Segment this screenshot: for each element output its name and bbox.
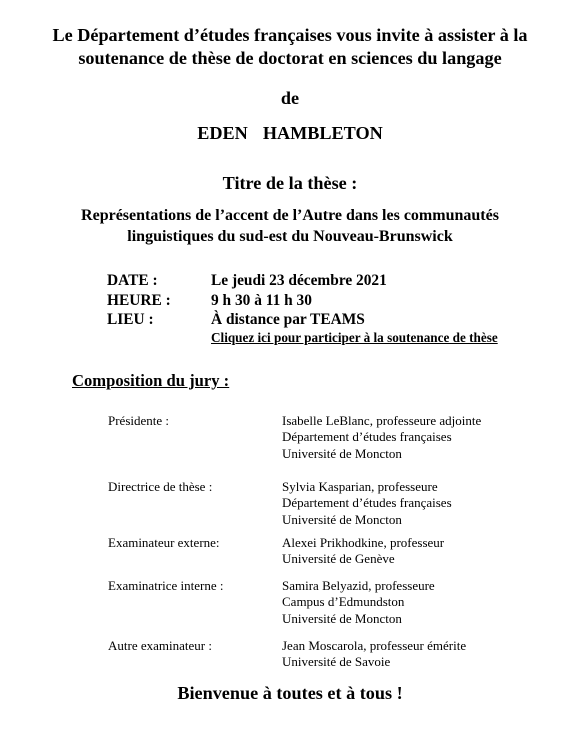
jury-role: Directrice de thèse : (108, 479, 213, 494)
jury-member (108, 638, 568, 674)
welcome-message: Bienvenue à toutes et à tous ! (177, 683, 403, 703)
jury-member (108, 413, 568, 479)
jury-heading: Composition du jury : (72, 371, 230, 390)
jury-person (282, 479, 568, 528)
jury-person (282, 413, 568, 462)
jury-role: Examinateur externe: (108, 535, 220, 550)
jury-line: Jean Moscarola, professeur émérite (282, 638, 467, 653)
thesis-title-line-1: Représentations de l’accent de l’Autre dans les communautés (81, 207, 499, 224)
jury-line: Département d’études françaises (282, 495, 452, 511)
intro-line-2: soutenance de thèse de doctorat en sciences du langage (78, 48, 502, 68)
jury-line: Université de Moncton (282, 445, 402, 461)
jury-person (282, 535, 568, 568)
date-value: Le jeudi 23 décembre 2021 (211, 272, 387, 289)
jury-line: Samira Belyazid, professeure (282, 578, 435, 593)
jury-role: Présidente : (108, 413, 170, 428)
candidate-name: EDEN HAMBLETON (197, 123, 383, 143)
jury-line: Département d’études françaises (282, 429, 452, 445)
jury-line: Université de Genève (282, 551, 395, 567)
time-label: HEURE : (107, 291, 171, 309)
jury-line: Université de Moncton (282, 511, 402, 527)
jury-list (108, 413, 568, 674)
jury-line: Campus d’Edmundston (282, 594, 405, 610)
place-label: LIEU : (107, 311, 154, 328)
jury-line: Université de Moncton (282, 610, 402, 626)
de-word: de (280, 88, 300, 108)
intro-line-1: Le Département d’études françaises vous invite à assister à la (52, 25, 528, 45)
jury-member (108, 535, 568, 578)
jury-line: Isabelle LeBlanc, professeure adjointe (282, 413, 482, 428)
jury-role: Examinatrice interne : (108, 578, 224, 593)
jury-line: Alexei Prikhodkine, professeur (282, 535, 445, 550)
jury-member (108, 578, 568, 638)
place-value: À distance par TEAMS (211, 311, 365, 328)
jury-line: Sylvia Kasparian, professeure (282, 479, 438, 494)
join-defense-link[interactable]: Cliquez ici pour participer à la soutenance de thèse (211, 330, 498, 345)
jury-member (108, 479, 568, 535)
date-label: DATE : (107, 272, 158, 289)
thesis-title-line-2: linguistiques du sud-est du Nouveau-Brunswick (127, 228, 453, 245)
jury-person (282, 578, 568, 627)
jury-line: Université de Savoie (282, 654, 391, 670)
time-value: 9 h 30 à 11 h 30 (211, 291, 312, 309)
jury-role: Autre examinateur : (108, 638, 212, 653)
thesis-heading: Titre de la thèse : (222, 173, 358, 193)
thesis-title (10, 205, 570, 247)
jury-person (282, 638, 568, 671)
invitation-intro (10, 24, 570, 70)
